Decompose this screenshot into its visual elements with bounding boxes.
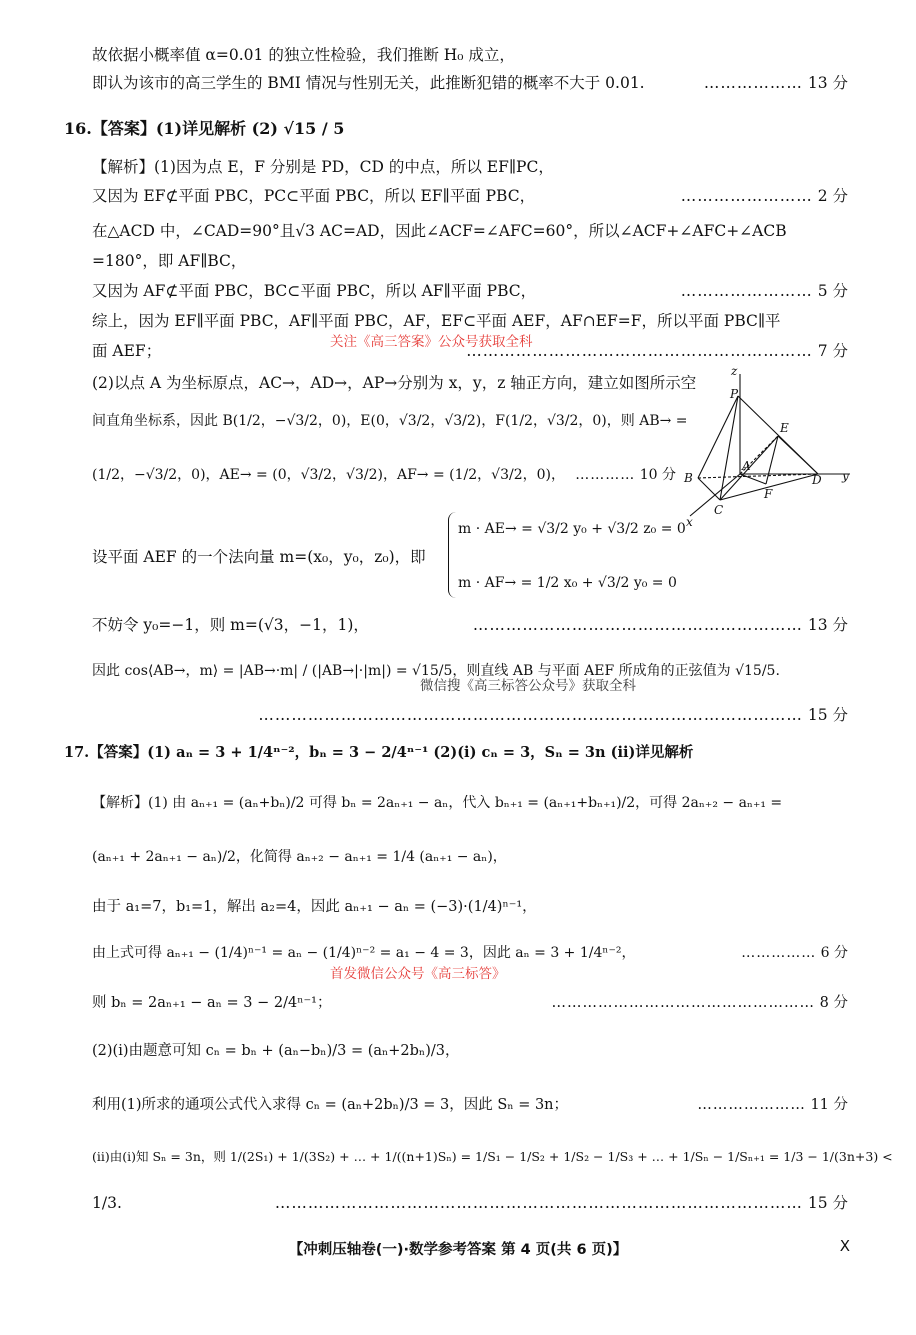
- label-x: x: [686, 515, 693, 529]
- watermark: 微信搜《高三标答公众号》获取全科: [420, 678, 636, 694]
- text-line: 由上式可得 aₙ₊₁ − (1/4)ⁿ⁻¹ = aₙ − (1/4)ⁿ⁻² = a₁ − 4 = 3，因此 aₙ = 3 + 1/4ⁿ⁻²， …………… 6 分: [92, 942, 848, 964]
- score: …………………………………………… 8 分: [551, 995, 848, 1011]
- label-p: P: [730, 387, 739, 401]
- q16-answer: 16.【答案】(1)详见解析 (2) √15 / 5: [64, 119, 345, 138]
- score: …………… 6 分: [741, 945, 848, 961]
- equation: m · AE→ = √3/2 y₀ + √3/2 z₀ = 0: [458, 521, 686, 537]
- text-line: 又因为 AF⊄平面 PBC，BC⊂平面 PBC，所以 AF∥平面 PBC， …………………… 5 分: [92, 282, 848, 300]
- label-z: z: [731, 366, 738, 378]
- text-line: 间直角坐标系，因此 B(1/2，−√3/2，0)，E(0，√3/2，√3/2)，F(1/2，√3/2，0)，则 AB→ =: [92, 413, 688, 429]
- text-line: =180°，即 AF∥BC，: [92, 252, 247, 270]
- text-line: 【解析】(1)因为点 E，F 分别是 PD，CD 的中点，所以 EF∥PC，: [92, 158, 554, 176]
- text-line: 因此 cos⟨AB→，m⟩ = |AB→·m| / (|AB→|·|m|) = √15/5，则直线 AB 与平面 AEF 所成角的正弦值为 √15/5.: [92, 663, 780, 679]
- text-line: 不妨令 y₀=−1，则 m=(√3，−1，1)， …………………………………………………… 13 分: [92, 616, 848, 634]
- watermark: 首发微信公众号《高三标答》: [330, 966, 506, 982]
- brace: [448, 512, 457, 598]
- score: …………………… 2 分: [680, 187, 848, 205]
- text-line: 1/3. …………………………………………………………………………………… 15 分: [92, 1194, 848, 1212]
- label-c: C: [714, 503, 724, 517]
- text-line: (2)(i)由题意可知 cₙ = bₙ + (aₙ−bₙ)/3 = (aₙ+2bₙ)/3，: [92, 1043, 460, 1059]
- coordinate-diagram: [678, 366, 854, 531]
- label-e: E: [780, 421, 789, 435]
- text-line: 综上，因为 EF∥平面 PBC，AF∥平面 PBC，AF，EF⊂平面 AEF，AF∩EF=F，所以平面 PBC∥平: [92, 312, 781, 330]
- score: …………………… 5 分: [680, 282, 848, 300]
- text-line: (ii)由(i)知 Sₙ = 3n，则 1/(2S₁) + 1/(3S₂) + … + 1/((n+1)Sₙ) = 1/S₁ − 1/S₂ + 1/S₂ − 1/S₃ + … + 1/Sₙ − 1/Sₙ₊₁ = 1/3 − 1/(3n+3) <: [92, 1149, 893, 1164]
- text-line: 面 AEF； ……………………………………………………… 7 分: [92, 342, 848, 360]
- label-b: B: [684, 471, 693, 485]
- text-line: 【解析】(1) 由 aₙ₊₁ = (aₙ+bₙ)/2 可得 bₙ = 2aₙ₊₁ − aₙ，代入 bₙ₊₁ = (aₙ₊₁+bₙ₊₁)/2，可得 2aₙ₊₂ − aₙ₊₁ =: [92, 795, 783, 811]
- page-footer: 【冲刺压轴卷(一)·数学参考答案 第 4 页(共 6 页)】: [288, 1242, 628, 1258]
- text-line: (2)以点 A 为坐标原点，AC→，AD→，AP→分别为 x，y，z 轴正方向，建立如图所示空: [92, 374, 697, 392]
- q17-answer: 17.【答案】(1) aₙ = 3 + 1/4ⁿ⁻²，bₙ = 3 − 2/4ⁿ⁻¹ (2)(i) cₙ = 3，Sₙ = 3n (ii)详见解析: [64, 744, 694, 761]
- text-line: (1/2，−√3/2，0)，AE→ = (0，√3/2，√3/2)，AF→ = (1/2，√3/2，0)， ………… 10 分: [92, 464, 676, 486]
- text-line: 则 bₙ = 2aₙ₊₁ − aₙ = 3 − 2/4ⁿ⁻¹； …………………………………………… 8 分: [92, 992, 848, 1014]
- label-y: y: [842, 469, 849, 483]
- score: ………… 10 分: [575, 467, 676, 483]
- text-line: 在△ACD 中，∠CAD=90°且√3 AC=AD，因此∠ACF=∠AFC=60°，所以∠ACF+∠AFC+∠ACB: [92, 222, 787, 240]
- score: …………………………………………………… 13 分: [472, 616, 848, 634]
- watermark: 关注《高三答案》公众号获取全科: [330, 334, 533, 350]
- label-a: A: [742, 459, 751, 473]
- text-line: 设平面 AEF 的一个法向量 m=(x₀，y₀，z₀)，即: [92, 548, 426, 566]
- corner-mark: X: [839, 1237, 850, 1255]
- label-d: D: [812, 473, 822, 487]
- label-f: F: [764, 487, 773, 501]
- text-line: 故依据小概率值 α=0.01 的独立性检验，我们推断 H₀ 成立，: [92, 46, 515, 64]
- equation: m · AF→ = 1/2 x₀ + √3/2 y₀ = 0: [458, 575, 677, 591]
- score: …………………………………………………………………………………… 15 分: [274, 1194, 848, 1212]
- score: ……………………………………………………… 7 分: [466, 342, 848, 360]
- score: ……………………………………………………………………………………… 15 分: [258, 706, 848, 724]
- text-line: 由于 a₁=7，b₁=1，解出 a₂=4，因此 aₙ₊₁ − aₙ = (−3)·(1/4)ⁿ⁻¹，: [92, 899, 537, 915]
- text-line: 又因为 EF⊄平面 PBC，PC⊂平面 PBC，所以 EF∥平面 PBC， …………………… 2 分: [92, 187, 848, 205]
- score: ………………… 11 分: [697, 1097, 848, 1113]
- text-line: 即认为该市的高三学生的 BMI 情况与性别无关，此推断犯错的概率不大于 0.01. ……………… 13 分: [92, 74, 848, 92]
- score: ……………… 13 分: [703, 74, 848, 92]
- text-line: 利用(1)所求的通项公式代入求得 cₙ = (aₙ+2bₙ)/3 = 3，因此 Sₙ = 3n； ………………… 11 分: [92, 1094, 848, 1116]
- text-line: (aₙ₊₁ + 2aₙ₊₁ − aₙ)/2，化简得 aₙ₊₂ − aₙ₊₁ = 1/4 (aₙ₊₁ − aₙ)，: [92, 849, 507, 865]
